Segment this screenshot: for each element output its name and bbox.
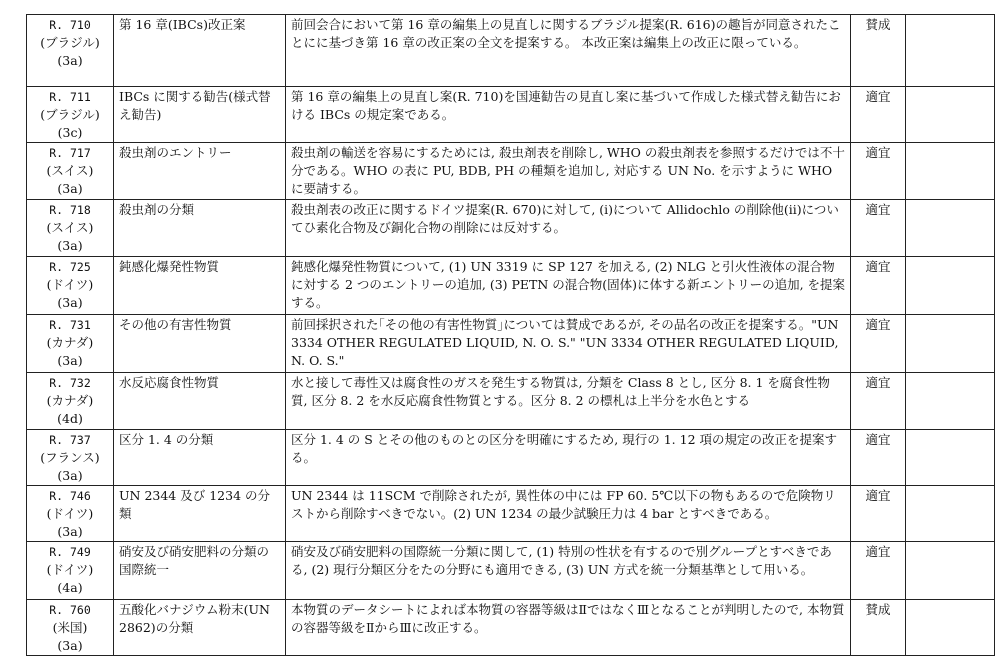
reference-number: R. 746 bbox=[49, 489, 91, 503]
proposer-country: (ブラジル) bbox=[40, 107, 100, 122]
table-row bbox=[27, 257, 995, 315]
table-row bbox=[27, 87, 995, 143]
subject-cell: 第 16 章(IBCs)改正案 bbox=[114, 15, 286, 87]
remark-cell bbox=[906, 315, 995, 373]
content-cell: 硝安及び硝安肥料の国際統一分類に関して, (1) 特別の性状を有するので別グループとすべきである, (2) 現行分類区分をたの分野にも適用できる, (3) UN 方式を統一分類基準として用いる。 bbox=[286, 542, 851, 600]
proposer-country: (フランス) bbox=[40, 450, 100, 465]
verdict-cell: 適宜 bbox=[851, 200, 906, 257]
remark-cell bbox=[906, 15, 995, 87]
reference-cell bbox=[27, 257, 114, 315]
reference-number: R. 717 bbox=[49, 146, 91, 160]
reference-cell bbox=[27, 486, 114, 542]
proposer-country: (スイス) bbox=[46, 220, 94, 235]
table-row bbox=[27, 600, 995, 656]
reference-number: R. 711 bbox=[49, 90, 91, 104]
reference-number: R. 710 bbox=[49, 18, 91, 32]
table-body bbox=[27, 15, 995, 656]
subject-cell: その他の有害性物質 bbox=[114, 315, 286, 373]
reference-cell bbox=[27, 143, 114, 200]
verdict-cell: 適宜 bbox=[851, 87, 906, 143]
reference-cell bbox=[27, 542, 114, 600]
reference-cell bbox=[27, 200, 114, 257]
reference-number: R. 737 bbox=[49, 433, 91, 447]
table-row bbox=[27, 200, 995, 257]
table-row bbox=[27, 542, 995, 600]
reference-number: R. 760 bbox=[49, 603, 91, 617]
reference-cell bbox=[27, 600, 114, 656]
table-row bbox=[27, 15, 995, 87]
remark-cell bbox=[906, 542, 995, 600]
verdict-cell: 適宜 bbox=[851, 143, 906, 200]
table-row bbox=[27, 143, 995, 200]
table-row bbox=[27, 373, 995, 430]
work-group: (4d) bbox=[57, 411, 83, 426]
work-group: (3a) bbox=[57, 181, 83, 196]
reference-number: R. 718 bbox=[49, 203, 91, 217]
work-group: (3a) bbox=[57, 295, 83, 310]
reference-cell bbox=[27, 87, 114, 143]
content-cell: 第 16 章の編集上の見直し案(R. 710)を国連勧告の見直し案に基づいて作成した様式替え勧告における IBCs の規定案である。 bbox=[286, 87, 851, 143]
subject-cell: 水反応腐食性物質 bbox=[114, 373, 286, 430]
content-cell: UN 2344 は 11SCM で削除されたが, 異性体の中には FP 60. 5℃以下の物もあるので危険物リストから削除すべきでない。(2) UN 1234 の最少試験圧力は 4 bar とすべきである。 bbox=[286, 486, 851, 542]
subject-cell: 区分 1. 4 の分類 bbox=[114, 430, 286, 486]
remark-cell bbox=[906, 600, 995, 656]
remark-cell bbox=[906, 87, 995, 143]
proposer-country: (ブラジル) bbox=[40, 35, 100, 50]
subject-cell: 殺虫剤の分類 bbox=[114, 200, 286, 257]
subject-cell: 殺虫剤のエントリー bbox=[114, 143, 286, 200]
work-group: (3a) bbox=[57, 53, 83, 68]
content-cell: 殺虫剤表の改正に関するドイツ提案(R. 670)に対して, (i)について Allidochlo の削除他(ii)についてひ素化合物及び銅化合物の削除には反対する。 bbox=[286, 200, 851, 257]
remark-cell bbox=[906, 373, 995, 430]
verdict-cell: 適宜 bbox=[851, 430, 906, 486]
work-group: (4a) bbox=[57, 580, 83, 595]
proposer-country: (ドイツ) bbox=[46, 506, 94, 521]
proposer-country: (ドイツ) bbox=[46, 562, 94, 577]
reference-number: R. 749 bbox=[49, 545, 91, 559]
table-row bbox=[27, 486, 995, 542]
work-group: (3a) bbox=[57, 638, 83, 653]
remark-cell bbox=[906, 143, 995, 200]
content-cell: 鈍感化爆発性物質について, (1) UN 3319 に SP 127 を加える, (2) NLG と引火性液体の混合物に対する 2 つのエントリーの追加, (3) PETN の混合物(固体)に体する新エントリーの追加, を提案する。 bbox=[286, 257, 851, 315]
verdict-cell: 適宜 bbox=[851, 257, 906, 315]
reference-cell bbox=[27, 315, 114, 373]
content-cell: 区分 1. 4 の S とその他のものとの区分を明確にするため, 現行の 1. 12 項の規定の改正を提案する。 bbox=[286, 430, 851, 486]
verdict-cell: 適宜 bbox=[851, 542, 906, 600]
subject-cell: 五酸化バナジウム粉末(UN 2862)の分類 bbox=[114, 600, 286, 656]
proposer-country: (スイス) bbox=[46, 163, 94, 178]
proposer-country: (カナダ) bbox=[46, 335, 94, 350]
verdict-cell: 適宜 bbox=[851, 486, 906, 542]
subject-cell: 鈍感化爆発性物質 bbox=[114, 257, 286, 315]
proposal-table bbox=[26, 14, 995, 656]
work-group: (3a) bbox=[57, 238, 83, 253]
subject-cell: 硝安及び硝安肥料の分類の国際統一 bbox=[114, 542, 286, 600]
verdict-cell: 適宜 bbox=[851, 315, 906, 373]
reference-number: R. 731 bbox=[49, 318, 91, 332]
content-cell: 水と接して毒性又は腐食性のガスを発生する物質は, 分類を Class 8 とし, 区分 8. 1 を腐食性物質, 区分 8. 2 を水反応腐食性物質とする。区分 8. 2 の標札は上半分を水色とする bbox=[286, 373, 851, 430]
proposer-country: (ドイツ) bbox=[46, 277, 94, 292]
remark-cell bbox=[906, 257, 995, 315]
proposer-country: (米国) bbox=[52, 620, 88, 635]
work-group: (3a) bbox=[57, 524, 83, 539]
verdict-cell: 賛成 bbox=[851, 15, 906, 87]
work-group: (3a) bbox=[57, 468, 83, 483]
content-cell: 殺虫剤の輸送を容易にするためには, 殺虫剤表を削除し, WHO の殺虫剤表を参照するだけでは不十分である。WHO の表に PU, BDB, PH の種類を追加し, 対応する UN No. を示すように WHO に要請する。 bbox=[286, 143, 851, 200]
subject-cell: UN 2344 及び 1234 の分類 bbox=[114, 486, 286, 542]
table-row bbox=[27, 430, 995, 486]
verdict-cell: 適宜 bbox=[851, 373, 906, 430]
reference-cell bbox=[27, 15, 114, 87]
table-row bbox=[27, 315, 995, 373]
proposer-country: (カナダ) bbox=[46, 393, 94, 408]
reference-number: R. 732 bbox=[49, 376, 91, 390]
content-cell: 前回会合において第 16 章の編集上の見直しに関するブラジル提案(R. 616)の趣旨が同意されたことにに基づき第 16 章の改正案の全文を提案する。 本改正案は編集上の改正に限っている。 bbox=[286, 15, 851, 87]
reference-number: R. 725 bbox=[49, 260, 91, 274]
verdict-cell: 賛成 bbox=[851, 600, 906, 656]
content-cell: 前回採択された｢その他の有害性物質｣については賛成であるが, その品名の改正を提案する。"UN 3334 OTHER REGULATED LIQUID, N. O. S." "UN 3334 OTHER REGULATED LIQUID, N. O. S." bbox=[286, 315, 851, 373]
remark-cell bbox=[906, 430, 995, 486]
remark-cell bbox=[906, 486, 995, 542]
subject-cell: IBCs に関する勧告(様式替え勧告) bbox=[114, 87, 286, 143]
remark-cell bbox=[906, 200, 995, 257]
reference-cell bbox=[27, 373, 114, 430]
work-group: (3c) bbox=[57, 125, 83, 140]
reference-cell bbox=[27, 430, 114, 486]
work-group: (3a) bbox=[57, 353, 83, 368]
content-cell: 本物質のデータシートによれば本物質の容器等級はⅡではなくⅢとなることが判明したので, 本物質の容器等級をⅡからⅢに改正する。 bbox=[286, 600, 851, 656]
